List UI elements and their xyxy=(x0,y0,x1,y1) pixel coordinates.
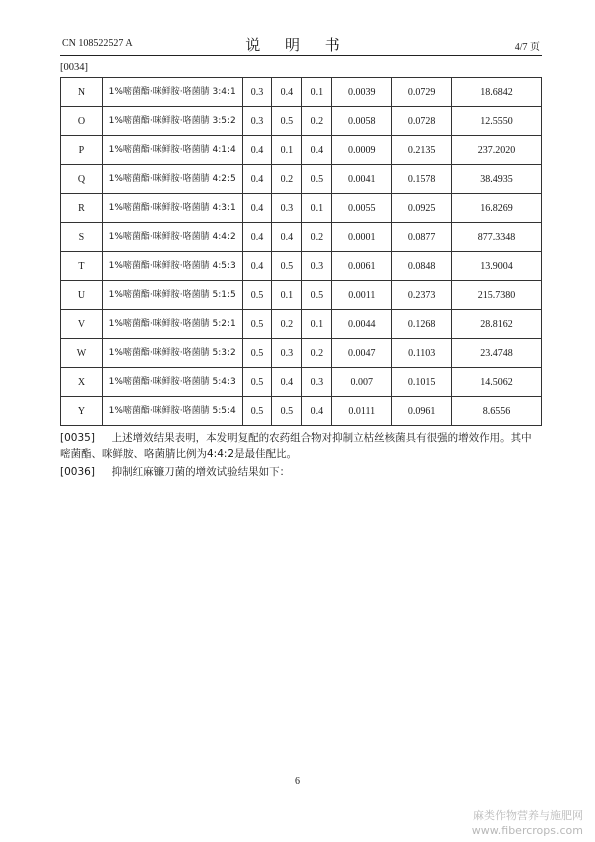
header-page-indicator: 4/7 页 xyxy=(514,42,540,53)
table-cell-id: R xyxy=(61,194,103,223)
table-cell-id: X xyxy=(61,368,103,397)
table-cell-f: 13.9004 xyxy=(452,252,542,281)
table-cell-name: 1%嘧菌酯·咪鲜胺·咯菌腈 3:4:1 xyxy=(102,78,242,107)
table-cell-b: 0.3 xyxy=(272,194,302,223)
table-cell-f: 28.8162 xyxy=(452,310,542,339)
table-cell-d: 0.007 xyxy=(332,368,392,397)
table-cell-c: 0.2 xyxy=(302,107,332,136)
table-cell-id: Y xyxy=(61,397,103,426)
table-cell-b: 0.2 xyxy=(272,310,302,339)
table-cell-name: 1%嘧菌酯·咪鲜胺·咯菌腈 5:2:1 xyxy=(102,310,242,339)
table-cell-e: 0.1578 xyxy=(392,165,452,194)
table-cell-f: 12.5550 xyxy=(452,107,542,136)
table-cell-b: 0.5 xyxy=(272,107,302,136)
table-cell-e: 0.0877 xyxy=(392,223,452,252)
table-cell-d: 0.0041 xyxy=(332,165,392,194)
table-cell-a: 0.4 xyxy=(242,165,272,194)
table-row xyxy=(61,136,542,165)
table-cell-f: 215.7380 xyxy=(452,281,542,310)
paragraph-0036-text: 抑制红麻镰刀菌的增效试验结果如下： xyxy=(111,466,291,478)
table-cell-e: 0.2373 xyxy=(392,281,452,310)
table-row xyxy=(61,281,542,310)
table-cell-e: 0.1268 xyxy=(392,310,452,339)
paragraph-0035 xyxy=(60,430,542,462)
table-row xyxy=(61,339,542,368)
table-cell-f: 38.4935 xyxy=(452,165,542,194)
table-cell-a: 0.5 xyxy=(242,397,272,426)
table-cell-name: 1%嘧菌酯·咪鲜胺·咯菌腈 4:4:2 xyxy=(102,223,242,252)
table-cell-c: 0.3 xyxy=(302,252,332,281)
table-cell-b: 0.1 xyxy=(272,281,302,310)
table-cell-a: 0.3 xyxy=(242,78,272,107)
table-cell-e: 0.1103 xyxy=(392,339,452,368)
table-cell-d: 0.0044 xyxy=(332,310,392,339)
table-cell-name: 1%嘧菌酯·咪鲜胺·咯菌腈 5:3:2 xyxy=(102,339,242,368)
table-cell-c: 0.1 xyxy=(302,194,332,223)
table-row xyxy=(61,107,542,136)
watermark xyxy=(472,808,583,838)
table-cell-f: 237.2020 xyxy=(452,136,542,165)
header-title: 说 明 书 xyxy=(245,36,350,54)
table-cell-a: 0.5 xyxy=(242,368,272,397)
table-cell-name: 1%嘧菌酯·咪鲜胺·咯菌腈 4:1:4 xyxy=(102,136,242,165)
table-cell-id: V xyxy=(61,310,103,339)
table-row xyxy=(61,252,542,281)
table-cell-c: 0.5 xyxy=(302,281,332,310)
table-cell-id: P xyxy=(61,136,103,165)
table-row xyxy=(61,397,542,426)
table-cell-f: 8.6556 xyxy=(452,397,542,426)
table-row xyxy=(61,310,542,339)
table-cell-name: 1%嘧菌酯·咪鲜胺·咯菌腈 4:5:3 xyxy=(102,252,242,281)
table-cell-name: 1%嘧菌酯·咪鲜胺·咯菌腈 5:1:5 xyxy=(102,281,242,310)
watermark-line2: www.fibercrops.com xyxy=(471,824,583,837)
table-cell-d: 0.0061 xyxy=(332,252,392,281)
table-cell-e: 0.0728 xyxy=(392,107,452,136)
table-cell-b: 0.5 xyxy=(272,252,302,281)
table-cell-c: 0.3 xyxy=(302,368,332,397)
header-rule xyxy=(60,55,542,56)
table-cell-c: 0.1 xyxy=(302,78,332,107)
table-cell-f: 877.3348 xyxy=(452,223,542,252)
paragraph-0035-text: 上述增效结果表明，本发明复配的农药组合物对抑制立枯丝核菌具有很强的增效作用。其中嘧菌酯、咪鲜胺、咯菌腈比例为4:4:2是最佳配比。 xyxy=(60,432,532,460)
table-cell-b: 0.4 xyxy=(272,368,302,397)
table-cell-c: 0.2 xyxy=(302,223,332,252)
table-cell-a: 0.5 xyxy=(242,281,272,310)
table-cell-id: Q xyxy=(61,165,103,194)
table-cell-id: N xyxy=(61,78,103,107)
table-cell-b: 0.2 xyxy=(272,165,302,194)
watermark-line1: 麻类作物营养与施肥网 xyxy=(473,809,583,822)
table-row xyxy=(61,165,542,194)
table-cell-id: S xyxy=(61,223,103,252)
table-cell-f: 16.8269 xyxy=(452,194,542,223)
paragraph-0036 xyxy=(60,464,542,480)
table-cell-e: 0.0925 xyxy=(392,194,452,223)
table-cell-c: 0.4 xyxy=(302,397,332,426)
table-cell-b: 0.1 xyxy=(272,136,302,165)
table-cell-b: 0.4 xyxy=(272,78,302,107)
table-cell-d: 0.0047 xyxy=(332,339,392,368)
table-cell-name: 1%嘧菌酯·咪鲜胺·咯菌腈 4:2:5 xyxy=(102,165,242,194)
table-cell-id: W xyxy=(61,339,103,368)
table-cell-e: 0.1015 xyxy=(392,368,452,397)
table-cell-b: 0.3 xyxy=(272,339,302,368)
table-cell-a: 0.3 xyxy=(242,107,272,136)
table-cell-c: 0.5 xyxy=(302,165,332,194)
table-cell-f: 23.4748 xyxy=(452,339,542,368)
table-cell-a: 0.5 xyxy=(242,310,272,339)
table-cell-d: 0.0055 xyxy=(332,194,392,223)
table-cell-b: 0.5 xyxy=(272,397,302,426)
results-table xyxy=(60,77,542,426)
table-cell-d: 0.0058 xyxy=(332,107,392,136)
table-cell-a: 0.4 xyxy=(242,136,272,165)
table-row xyxy=(61,194,542,223)
table-cell-e: 0.0729 xyxy=(392,78,452,107)
table-cell-b: 0.4 xyxy=(272,223,302,252)
table-cell-d: 0.0111 xyxy=(332,397,392,426)
header-patent-number: CN 108522527 A xyxy=(62,38,133,49)
table-cell-d: 0.0011 xyxy=(332,281,392,310)
table-cell-d: 0.0039 xyxy=(332,78,392,107)
paragraph-tag-0034: [0034] xyxy=(60,62,88,73)
table-cell-a: 0.4 xyxy=(242,194,272,223)
table-cell-f: 14.5062 xyxy=(452,368,542,397)
table-row xyxy=(61,368,542,397)
table-cell-a: 0.4 xyxy=(242,223,272,252)
table-cell-d: 0.0001 xyxy=(332,223,392,252)
table-cell-c: 0.4 xyxy=(302,136,332,165)
table-cell-c: 0.1 xyxy=(302,310,332,339)
page-number: 6 xyxy=(295,776,300,787)
table-cell-e: 0.0848 xyxy=(392,252,452,281)
table-cell-f: 18.6842 xyxy=(452,78,542,107)
table-cell-a: 0.5 xyxy=(242,339,272,368)
paragraph-tag-0036: [0036] xyxy=(60,466,95,478)
table-cell-e: 0.0961 xyxy=(392,397,452,426)
table-row xyxy=(61,223,542,252)
results-table-body xyxy=(61,78,542,426)
table-cell-name: 1%嘧菌酯·咪鲜胺·咯菌腈 4:3:1 xyxy=(102,194,242,223)
table-cell-name: 1%嘧菌酯·咪鲜胺·咯菌腈 5:5:4 xyxy=(102,397,242,426)
table-cell-d: 0.0009 xyxy=(332,136,392,165)
table-cell-a: 0.4 xyxy=(242,252,272,281)
table-cell-c: 0.2 xyxy=(302,339,332,368)
table-row xyxy=(61,78,542,107)
table-cell-id: O xyxy=(61,107,103,136)
table-cell-id: T xyxy=(61,252,103,281)
table-cell-e: 0.2135 xyxy=(392,136,452,165)
table-cell-name: 1%嘧菌酯·咪鲜胺·咯菌腈 3:5:2 xyxy=(102,107,242,136)
paragraph-tag-0035: [0035] xyxy=(60,432,95,444)
table-cell-id: U xyxy=(61,281,103,310)
table-cell-name: 1%嘧菌酯·咪鲜胺·咯菌腈 5:4:3 xyxy=(102,368,242,397)
